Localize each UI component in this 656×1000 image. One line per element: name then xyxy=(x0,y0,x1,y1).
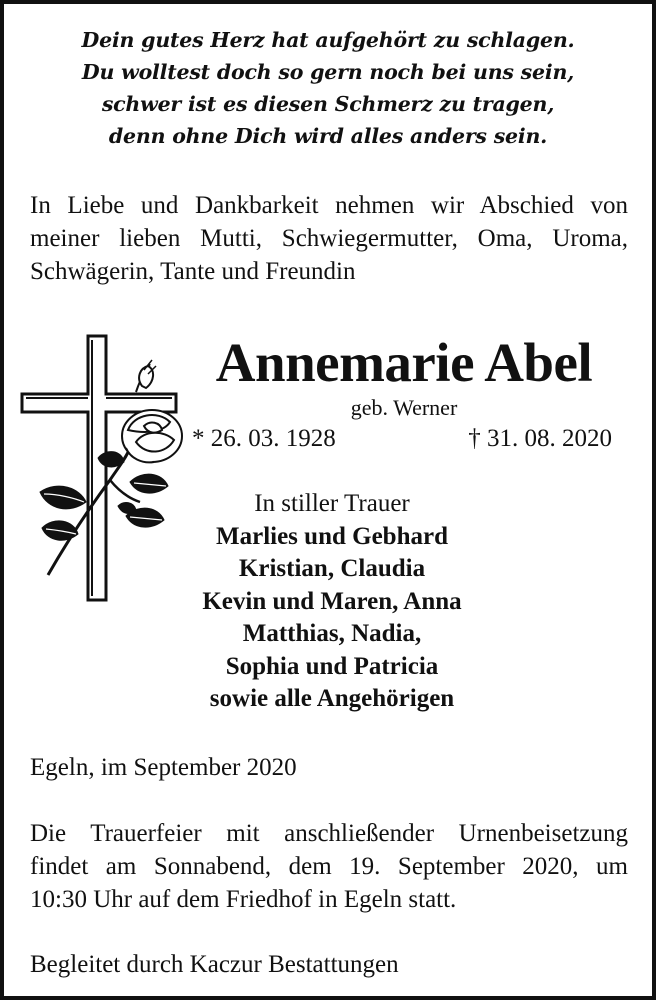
service-line: Die Trauerfeier mit anschließender Urnenbeisetzung xyxy=(30,820,628,847)
mourner-line: Matthias, Nadia, xyxy=(242,620,422,647)
place-and-date: Egeln, im September 2020 xyxy=(30,754,297,781)
mourner-line: Kristian, Claudia xyxy=(238,555,426,582)
mourner-line: Sophia und Patricia xyxy=(225,652,439,680)
undertaker-note: Begleitet durch Kaczur Bestattungen xyxy=(30,951,399,978)
intro-line: In Liebe und Dankbarkeit nehmen wir Abschied von xyxy=(30,192,628,219)
mourner-line: Kevin und Maren, Anna xyxy=(202,587,462,615)
mourner-line: sowie alle Angehörigen xyxy=(209,685,455,712)
intro-line: meiner lieben Mutti, Schwiegermutter, Oma, Uroma, xyxy=(30,225,628,252)
memorial-poem xyxy=(4,24,652,152)
intro-line: Schwägerin, Tante und Freundin xyxy=(30,258,356,285)
funeral-service-info xyxy=(30,817,628,916)
birth-date: * 26. 03. 1928 xyxy=(192,425,336,452)
poem-line: denn ohne Dich wird alles anders sein. xyxy=(108,124,548,148)
death-date: † 31. 08. 2020 xyxy=(468,425,612,452)
maiden-name: geb. Werner xyxy=(350,395,458,420)
service-line: findet am Sonnabend, dem 19. September 2020, um xyxy=(30,853,628,880)
poem-line: schwer ist es diesen Schmerz zu tragen, xyxy=(101,92,555,116)
poem-line: Du wolltest doch so gern noch bei uns sein, xyxy=(81,60,575,84)
mourners-heading: In stiller Trauer xyxy=(254,490,410,517)
poem-line: Dein gutes Herz hat aufgehört zu schlagen. xyxy=(81,28,575,52)
farewell-intro xyxy=(30,189,628,288)
mourners-block xyxy=(154,488,510,716)
mourner-line: Marlies und Gebhard xyxy=(216,522,448,550)
service-line: 10:30 Uhr auf dem Friedhof in Egeln statt. xyxy=(30,886,457,913)
deceased-name: Annemarie Abel xyxy=(215,332,593,393)
